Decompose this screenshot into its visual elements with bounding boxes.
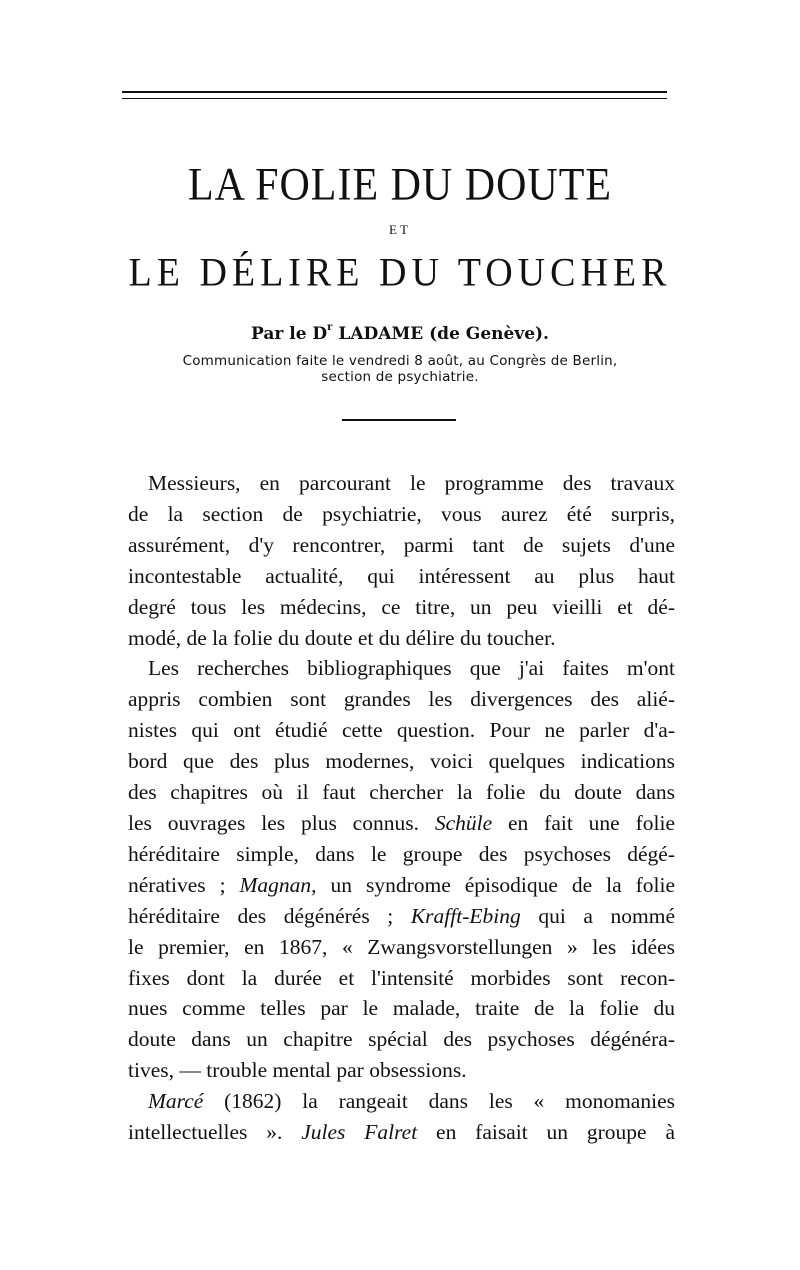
communication-note	[0, 353, 800, 385]
p2-line: le premier, en 1867, « Zwangsvorstellungen » les idées	[128, 934, 675, 959]
p2-line: nistes qui ont étudié cette question. Pour ne parler d'a-	[128, 718, 675, 743]
p1-line: degré tous les médecins, ce titre, un peu vieilli et dé-	[128, 594, 675, 619]
p2-line	[128, 901, 675, 932]
body-text	[128, 468, 675, 1148]
p1-line: incontestable actualité, qui intéressent au plus haut	[128, 563, 675, 588]
p2-line: appris combien sont grandes les divergences des alié-	[128, 687, 675, 712]
separator-rule	[342, 419, 456, 421]
text-run: un syndrome épisodique de la folie	[316, 872, 676, 897]
paragraph-2	[128, 653, 675, 1086]
p3-line	[128, 1117, 675, 1148]
title-line-1: LA FOLIE DU DOUTE	[187, 159, 613, 211]
p1-line: de la section de psychiatrie, vous aurez été surpris,	[128, 501, 675, 526]
text-run: (1862) la rangeait dans les « monomanies	[203, 1089, 675, 1114]
p3-line	[128, 1086, 675, 1117]
communication-line-1: Communication faite le vendredi 8 août, au Congrès de Berlin,	[182, 353, 618, 369]
p2-line	[128, 870, 675, 901]
author-line	[0, 324, 800, 344]
author-reference: Jules Falret	[301, 1120, 418, 1145]
p2-line: nues comme telles par le malade, traite de la folie du	[128, 996, 675, 1021]
author-reference: Krafft-Ebing	[410, 903, 521, 928]
p2-line: tives, — trouble mental par obsessions.	[128, 1058, 467, 1083]
text-run: en faisait un groupe à	[417, 1120, 675, 1145]
paragraph-1	[128, 468, 675, 653]
p2-line: doute dans un chapitre spécial des psychoses dégénéra-	[128, 1027, 675, 1052]
author-reference: Magnan,	[239, 872, 317, 897]
p1-line: assurément, d'y rencontrer, parmi tant de sujets d'une	[128, 532, 675, 557]
author-prefix: Par le D	[251, 324, 328, 344]
top-rule-thick	[122, 91, 667, 93]
p2-line: fixes dont la durée et l'intensité morbides sont recon-	[128, 965, 675, 990]
p2-line: Les recherches bibliographiques que j'ai faites m'ont	[148, 656, 675, 681]
author-reference: Marcé	[148, 1089, 204, 1114]
text-run: héréditaire des dégénérés ;	[128, 903, 411, 928]
p2-line: bord que des plus modernes, voici quelques indications	[128, 749, 675, 774]
text-run: nératives ;	[128, 872, 240, 897]
p2-line: des chapitres où il faut chercher la folie du doute dans	[128, 780, 675, 805]
communication-line-2: section de psychiatrie.	[321, 369, 479, 385]
title-line-2: LE DÉLIRE DU TOUCHER	[128, 251, 672, 296]
p1-line: modé, de la folie du doute et du délire du toucher.	[128, 625, 556, 650]
paragraph-3	[128, 1086, 675, 1148]
text-run: qui a nommé	[520, 903, 675, 928]
author-reference: Schüle	[434, 810, 493, 835]
text-run: intellectuelles ».	[128, 1120, 302, 1145]
p2-line: héréditaire simple, dans le groupe des psychoses dégé-	[128, 841, 675, 866]
title-et: ET	[389, 222, 411, 237]
author-sup: r	[327, 322, 333, 333]
text-run: en fait une folie	[492, 810, 675, 835]
p2-line	[128, 808, 675, 839]
author-name: LADAME (de Genève).	[332, 324, 549, 344]
top-rule-thin	[122, 98, 667, 99]
text-run: les ouvrages les plus connus.	[128, 810, 435, 835]
p1-line: Messieurs, en parcourant le programme des travaux	[148, 471, 675, 495]
